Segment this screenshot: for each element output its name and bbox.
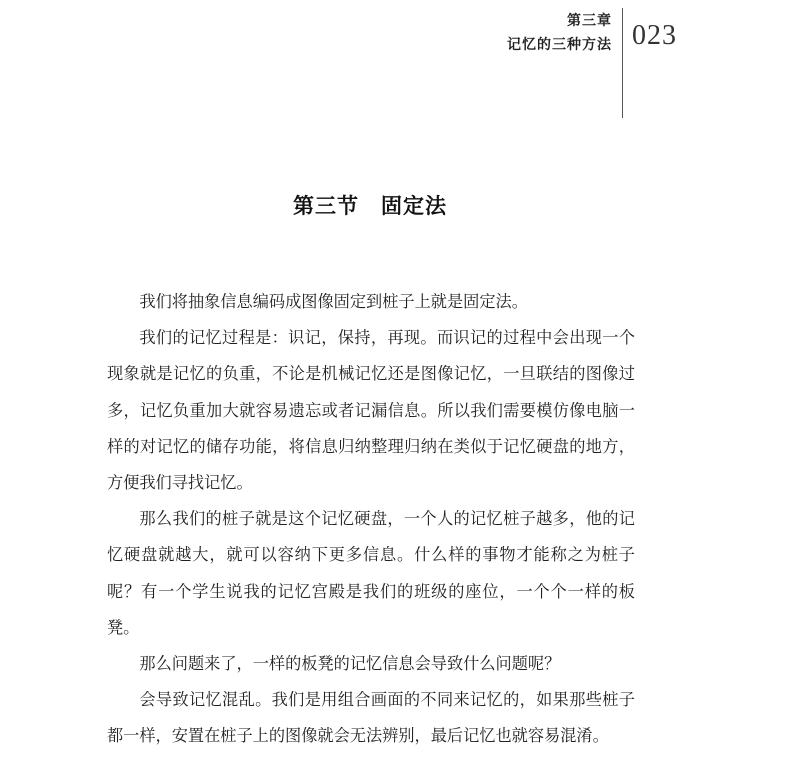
paragraph: 我们将抽象信息编码成图像固定到桩子上就是固定法。 — [139, 292, 528, 311]
paragraph: 那么问题来了，一样的板凳的记忆信息会导致什么问题呢？ — [139, 654, 561, 674]
header-vertical-rule — [622, 8, 623, 118]
running-head-chapter: 第三章 — [567, 13, 612, 29]
truncated-next-line — [107, 752, 635, 762]
paragraph: 那么我们的桩子就是这个记忆硬盘，一个人的记忆桩子越多，他的记忆硬盘就越大，就可以容纳下更多信息。什么样的事物才能称之为桩子呢？有一个学生说我的记忆宫殿是我们的班级的座位，一个个一样的板凳。 — [107, 509, 635, 637]
body-text — [107, 284, 635, 755]
page-number: 023 — [632, 20, 677, 51]
page-header — [0, 0, 790, 120]
paragraph: 会导致记忆混乱。我们是用组合画面的不同来记忆的，如果那些桩子都一样，安置在桩子上的图像就会无法辨别，最后记忆也就容易混淆。 — [107, 690, 635, 746]
section-title: 第三节 固定法 — [293, 193, 447, 218]
running-head-chapter-title: 记忆的三种方法 — [507, 37, 612, 53]
paragraph: 我们的记忆过程是：识记，保持，再现。而识记的过程中会出现一个现象就是记忆的负重，不论是机械记忆还是图像记忆，一旦联结的图像过多，记忆负重加大就容易遗忘或者记漏信息。所以我们需要模仿像电脑一样的对记忆的储存功能，将信息归纳整理归纳在类似于记忆硬盘的地方，方便我们寻找记忆。 — [107, 328, 635, 493]
